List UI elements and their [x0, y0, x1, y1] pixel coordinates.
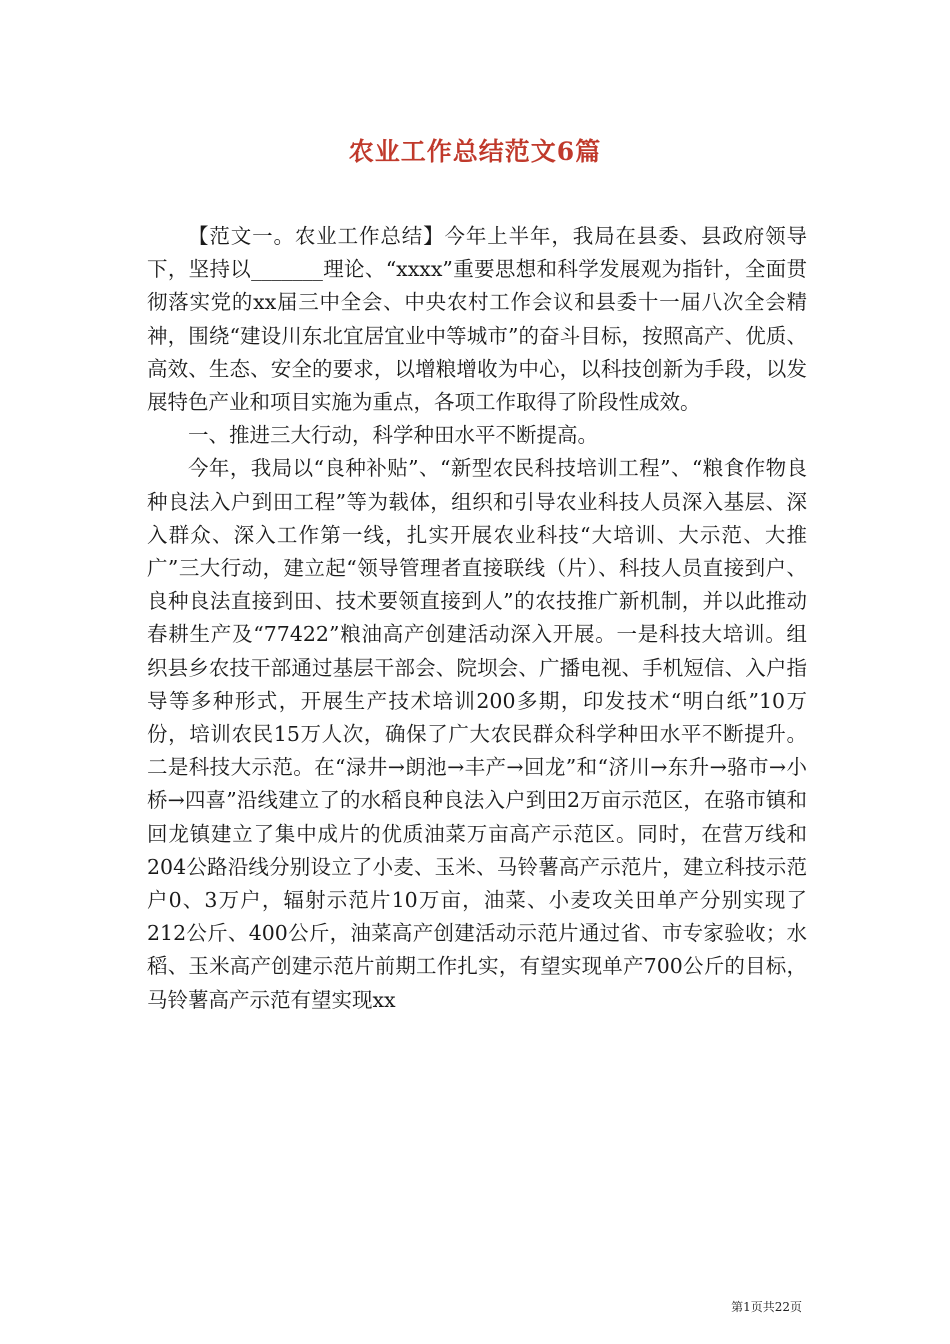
paragraph-intro: 【范文一。农业工作总结】今年上半年，我局在县委、县政府领导下，坚持以_______理论、“xxxx”重要思想和科学发展观为指针，全面贯彻落实党的xx届三中全会、中央农村工作会议和县委十一届八次全会精神，围绕“建设川东北宜居宜业中等城市”的奋斗目标，按照高产、优质、高效、生态、安全的要求，以增粮增收为中心，以科技创新为手段，以发展特色产业和项目实施为重点，各项工作取得了阶段性成效。: [147, 224, 807, 415]
document-title: 农业工作总结范文6篇: [348, 137, 602, 166]
paragraph-detail: 今年，我局以“良种补贴”、“新型农民科技培训工程”、“粮食作物良种良法入户到田工程”等为载体，组织和引导农业科技人员深入基层、深入群众、深入工作第一线，扎实开展农业科技“大培训、大示范、大推广”三大行动，建立起“领导管理者直接联线（片）、科技人员直接到户、良种良法直接到田、技术要领直接到人”的农技推广新机制，并以此推动春耕生产及“77422”粮油高产创建活动深入开展。一是科技大培训。组织县乡农技干部通过基层干部会、院坝会、广播电视、手机短信、入户指导等多种形式，开展生产技术培训200多期，印发技术“明白纸”10万份，培训农民15万人次，确保了广大农民群众科学种田水平不断提升。二是科技大示范。在“渌井→朗池→丰产→回龙”和“济川→东升→骆市→小桥→四喜”沿线建立了的水稻良种良法入户到田2万亩示范区，在骆市镇和回龙镇建立了集中成片的优质油菜万亩高产示范区。同时，在营万线和204公路沿线分别设立了小麦、玉米、马铃薯高产示范片，建立科技示范户0、3万户，辐射示范片10万亩，油菜、小麦攻关田单产分别实现了212公斤、400公斤，油菜高产创建活动示范片通过省、市专家验收；水稻、玉米高产创建示范片前期工作扎实，有望实现单产700公斤的目标，马铃薯高产示范有望实现xx: [147, 456, 807, 1012]
paragraph-section-heading: 一、推进三大行动，科学种田水平不断提高。: [188, 423, 598, 448]
document-body: [147, 220, 807, 1017]
page-number: 第1页共22页: [731, 1300, 802, 1314]
